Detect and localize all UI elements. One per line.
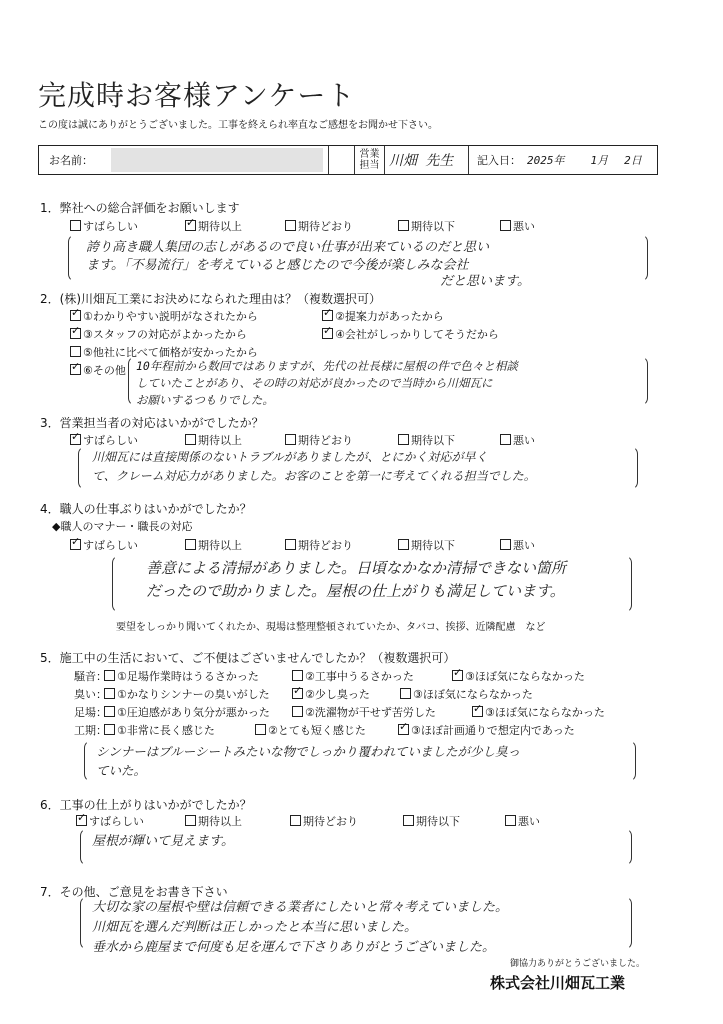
q5-scaffold-opt-2[interactable]: ②洗濯物が干せず苦労した [292,704,436,720]
checkbox[interactable] [285,220,296,231]
q3-opt-2[interactable]: 期待以上 [185,432,242,448]
header-row [38,145,658,175]
checkbox[interactable] [104,670,115,681]
q1-opt-5[interactable]: 悪い [500,218,535,234]
q7-comment-line-1: 大切な家の屋根や壁は信頼できる業者にしたいと常々考えていました。 [92,900,509,915]
name-cell [39,146,329,174]
q5-noise-opt-2[interactable]: ②工事中うるさかった [292,668,414,684]
checkbox-checked[interactable] [70,364,81,375]
checkbox[interactable] [505,815,516,826]
q7-label: 7．その他、ご意見をお書き下さい [40,885,228,899]
q2-comment-line-3: お願いするつもりでした。 [136,393,274,407]
rep-label-cell [355,146,385,174]
q5-period-opt-3[interactable]: ✓ ③ほぼ計画通りで想定内であった [398,722,575,738]
q4-comment-line-2: だったので助かりました。屋根の仕上がりも満足しています。 [146,582,565,600]
checkbox[interactable] [70,220,81,231]
q2-opt-4[interactable]: ✓ ④会社がしっかりしてそうだから [322,326,499,342]
q5-label: 5．施工中の生活において、ご不便はございませんでしたか？（複数選択可） [40,651,456,665]
q4-opt-2[interactable]: 期待以上 [185,537,242,553]
q1-comment-line-3: だと思います。 [440,274,530,289]
checkbox[interactable] [185,815,196,826]
date-label: 記入日： [477,154,521,167]
checkbox[interactable] [285,539,296,550]
date-year: 2025年 [527,154,565,167]
checkbox-checked[interactable] [322,310,333,321]
q6-comment-line-1: 屋根が輝いて見えます。 [92,834,234,849]
checkbox-checked[interactable] [292,688,303,699]
checkbox[interactable] [403,815,414,826]
q2-opt-1[interactable]: ✓①わかりやすい説明がなされたから [70,308,258,324]
q1-comment-line-1: 誇り高き職人集団の志しがあるので良い仕事が出来ているのだと思い [86,240,490,255]
q6-opt-3[interactable]: 期待どおり [290,813,358,829]
q3-opt-4[interactable]: 期待以下 [398,432,455,448]
q2-opt-5[interactable]: ⑤他社に比べて価格が安かったから [70,344,258,360]
checkbox-checked[interactable] [70,539,81,550]
q5-row-noise: 騒音： [74,670,107,683]
q3-opt-5[interactable]: 悪い [500,432,535,448]
checkbox[interactable] [292,706,303,717]
q1-opt-1[interactable]: すばらしい [70,218,138,234]
q6-opt-4[interactable]: 期待以下 [403,813,460,829]
q6-opt-2[interactable]: 期待以上 [185,813,242,829]
checkbox-checked[interactable] [322,328,333,339]
checkbox[interactable] [400,688,411,699]
q5-scaffold-opt-3[interactable]: ✓ ③ほぼ気にならなかった [472,704,605,720]
q4-comment-line-1: 善意による清掃がありました。日頃なかなか清掃できない箇所 [146,559,567,577]
q1-opt-4[interactable]: 期待以下 [398,218,455,234]
q2-label: 2．(株)川畑瓦工業にお決めになられた理由は？（複数選択可） [40,292,382,306]
q1-label: 1．弊社への総合評価をお願いします [40,201,240,215]
checkbox-checked[interactable] [70,310,81,321]
checkbox[interactable] [398,220,409,231]
checkbox-checked[interactable] [452,670,463,681]
checkbox-checked[interactable] [185,220,196,231]
q5-row-period: 工期： [74,724,107,737]
checkbox[interactable] [290,815,301,826]
q5-comment-line-1: シンナーはブルーシートみたいな物でしっかり覆われていましたが少し臭っ [96,744,520,759]
checkbox[interactable] [104,706,115,717]
checkbox[interactable] [500,539,511,550]
checkbox[interactable] [70,346,81,357]
footer-thanks: 御協力ありがとうございました。 [510,959,646,969]
q4-opt-5[interactable]: 悪い [500,537,535,553]
q5-smell-opt-1[interactable]: ①かなりシンナーの臭いがした [104,686,270,702]
intro-text: この度は誠にありがとうございました。工事を終えられ率直なご感想をお聞かせ下さい。 [38,120,438,131]
checkbox-checked[interactable] [472,706,483,717]
q6-opt-5[interactable]: 悪い [505,813,540,829]
checkbox-checked[interactable] [76,815,87,826]
q1-opt-3[interactable]: 期待どおり [285,218,353,234]
q5-noise-opt-1[interactable]: ①足場作業時はうるさかった [104,668,259,684]
checkbox-checked[interactable] [398,724,409,735]
q6-label: 6．工事の仕上がりはいかがでしたか？ [40,798,252,812]
checkbox[interactable] [255,724,266,735]
checkbox[interactable] [398,539,409,550]
q7-comment-line-2: 川畑瓦を選んだ判断は正しかったと本当に思いました。 [92,920,418,935]
q1-comment-line-2: ます。「不易流行」を考えていると感じたので今後が楽しみな会社 [86,258,469,273]
rep-label-1: 営業 [359,149,380,160]
q5-smell-opt-3[interactable]: ③ほぼ気にならなかった [400,686,533,702]
q4-opt-4[interactable]: 期待以下 [398,537,455,553]
blank-cell [329,146,355,174]
company-name: 株式会社川畑瓦工業 [490,974,626,992]
q4-opt-3[interactable]: 期待どおり [285,537,353,553]
q5-comment-line-2: ていた。 [96,763,147,778]
q5-row-scaffold: 足場： [74,706,107,719]
checkbox-checked[interactable] [70,434,81,445]
q5-period-opt-2[interactable]: ②とても短く感じた [255,722,366,738]
checkbox[interactable] [185,539,196,550]
q1-opt-2[interactable]: ✓ 期待以上 [185,218,242,234]
q2-opt-3[interactable]: ✓③スタッフの対応がよかったから [70,326,247,342]
q3-comment-line-1: 川畑瓦には直接関係のないトラブルがありましたが、とにかく対応が早く [92,450,488,464]
q4-sub-label: ◆職人のマナー・職長の対応 [52,520,193,533]
q3-label: 3．営業担当者の対応はいかがでしたか？ [40,416,264,430]
checkbox[interactable] [500,220,511,231]
q5-smell-opt-2[interactable]: ✓ ②少し臭った [292,686,370,702]
q3-opt-3[interactable]: 期待どおり [285,432,353,448]
name-redacted [111,148,323,172]
date-month: 1月 [590,154,609,167]
date-day: 2日 [624,154,642,167]
q4-note: 要望をしっかり聞いてくれたか、現場は整理整頓されていたか、タバコ、挨拶、近隣配慮 など [116,622,546,633]
checkbox[interactable] [500,434,511,445]
date-cell [469,146,657,174]
q2-comment-line-1: 10年程前から数回ではありますが、先代の社長様に屋根の件で色々と相談 [136,359,518,373]
checkbox[interactable] [398,434,409,445]
q5-period-opt-1[interactable]: ①非常に長く感じた [104,722,215,738]
page-title: 完成時お客様アンケート [38,79,356,112]
checkbox[interactable] [292,670,303,681]
checkbox[interactable] [285,434,296,445]
q2-comment-line-2: していたことがあり、その時の対応が良かったので当時から川畑瓦に [136,376,493,390]
name-label: お名前： [49,154,93,167]
q3-opt-1[interactable]: ✓すばらしい [70,432,138,448]
q4-opt-1[interactable]: ✓すばらしい [70,537,138,553]
checkbox-checked[interactable] [70,328,81,339]
q5-scaffold-opt-1[interactable]: ①圧迫感があり気分が悪かった [104,704,270,720]
checkbox[interactable] [185,434,196,445]
rep-name: 川畑 先生 [385,146,469,174]
q6-opt-1[interactable]: ✓すばらしい [76,813,144,829]
rep-label-2: 担当 [359,160,380,171]
q5-noise-opt-3[interactable]: ✓ ③ほぼ気にならなかった [452,668,585,684]
checkbox[interactable] [104,688,115,699]
q4-label: 4．職人の仕事ぶりはいかがでしたか？ [40,502,252,516]
q3-comment-line-2: て、クレーム対応力がありました。お客のことを第一に考えてくれる担当でした。 [92,469,536,483]
q2-opt-6[interactable]: ✓⑥その他 [70,362,126,378]
q5-row-smell: 臭い： [74,688,107,701]
checkbox[interactable] [104,724,115,735]
q7-comment-line-3: 垂水から鹿屋まで何度も足を運んで下さりありがとうございました。 [92,940,496,955]
q2-opt-2[interactable]: ✓ ②提案力があったから [322,308,444,324]
